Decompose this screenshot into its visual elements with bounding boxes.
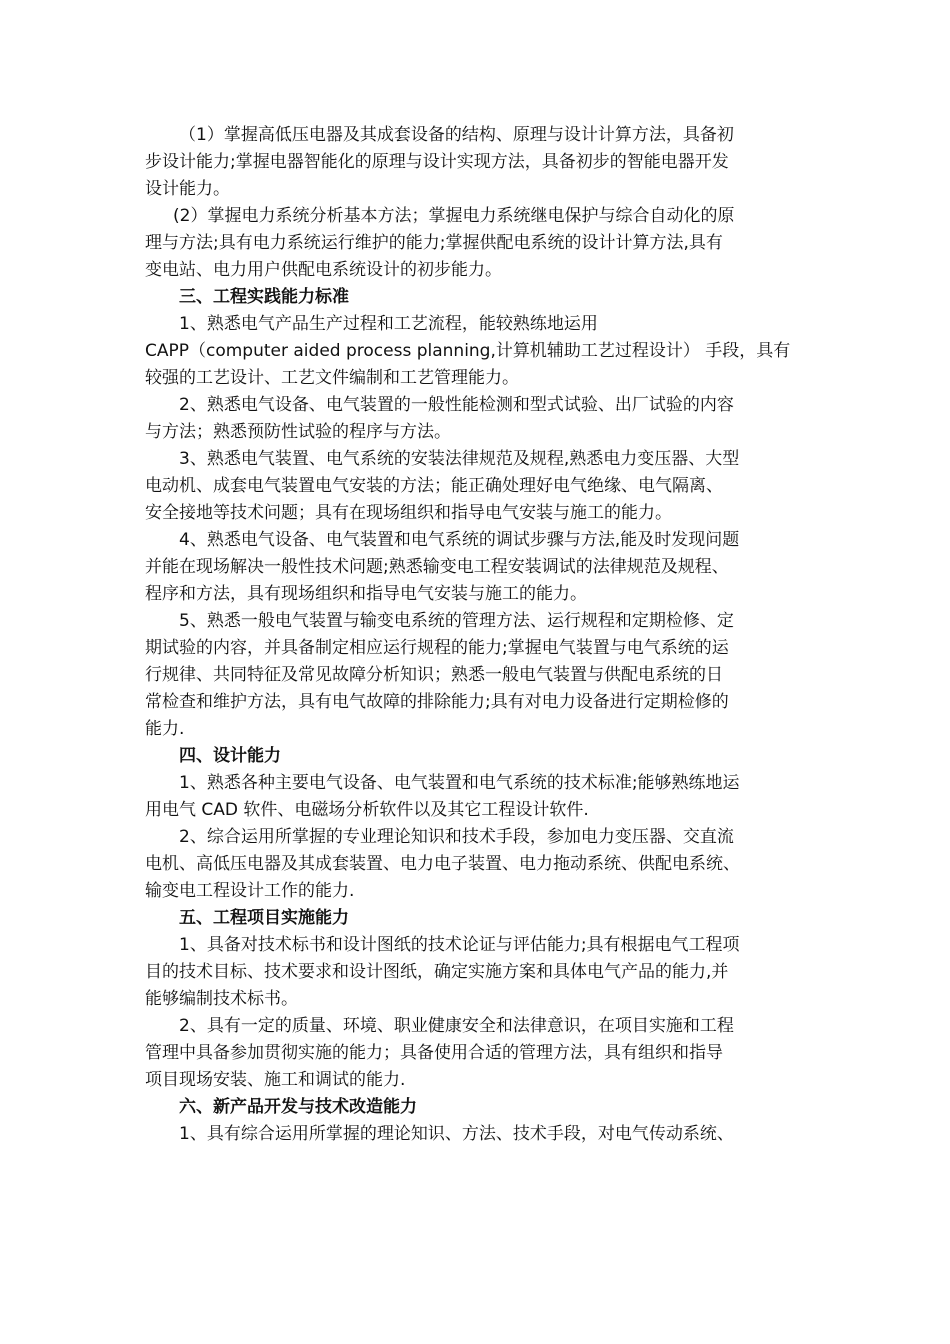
text-line: 行规律、共同特征及常见故障分析知识；熟悉一般电气装置与供配电系统的日 — [145, 665, 723, 685]
text-line: 3、熟悉电气装置、电气系统的安装法律规范及规程,熟悉电力变压器、大型 — [179, 449, 740, 469]
section-5-item-2 — [145, 1013, 810, 1094]
section-3-item-1 — [145, 311, 810, 392]
text-line: 输变电工程设计工作的能力. — [145, 881, 355, 901]
text-line: 安全接地等技术问题；具有在现场组织和指导电气安装与施工的能力。 — [145, 503, 672, 523]
text-line: 与方法；熟悉预防性试验的程序与方法。 — [145, 422, 451, 442]
text-line: 变电站、电力用户供配电系统设计的初步能力。 — [145, 260, 502, 280]
text-line: 理与方法;具有电力系统运行维护的能力;掌握供配电系统的设计计算方法,具有 — [145, 233, 723, 253]
section-heading-6: 六、新产品开发与技术改造能力 — [179, 1097, 417, 1117]
text-line: 步设计能力;掌握电器智能化的原理与设计实现方法，具备初步的智能电器开发 — [145, 152, 729, 172]
section-5-item-1 — [145, 932, 810, 1013]
section-3-item-2 — [145, 392, 810, 446]
text-line: 能够编制技术标书。 — [145, 989, 298, 1009]
text-line: 较强的工艺设计、工艺文件编制和工艺管理能力。 — [145, 368, 519, 388]
text-line: 2、熟悉电气设备、电气装置的一般性能检测和型式试验、出厂试验的内容 — [179, 395, 734, 415]
section-3-item-3 — [145, 446, 810, 527]
text-line: （1）掌握高低压电器及其成套设备的结构、原理与设计计算方法，具备初 — [179, 125, 734, 145]
section-heading-3: 三、工程实践能力标准 — [179, 287, 349, 307]
text-line: 电机、高低压电器及其成套装置、电力电子装置、电力拖动系统、供配电系统、 — [145, 854, 740, 874]
text-line: 并能在现场解决一般性技术问题;熟悉输变电工程安装调试的法律规范及规程、 — [145, 557, 729, 577]
document-body — [145, 122, 810, 1148]
text-line: 4、熟悉电气设备、电气装置和电气系统的调试步骤与方法,能及时发现问题 — [179, 530, 740, 550]
text-line: 程序和方法，具有现场组织和指导电气安装与施工的能力。 — [145, 584, 587, 604]
text-line: 2、综合运用所掌握的专业理论知识和技术手段，参加电力变压器、交直流 — [179, 827, 734, 847]
text-line: 2、具有一定的质量、环境、职业健康安全和法律意识，在项目实施和工程 — [179, 1016, 734, 1036]
text-line: 5、熟悉一般电气装置与输变电系统的管理方法、运行规程和定期检修、定 — [179, 611, 734, 631]
section-3-item-5 — [145, 608, 810, 743]
text-line: 1、具备对技术标书和设计图纸的技术论证与评估能力;具有根据电气工程项 — [179, 935, 740, 955]
text-line: 设计能力。 — [145, 179, 230, 199]
text-line: CAPP（computer aided process planning,计算机辅助工艺过程设计） 手段，具有 — [145, 341, 791, 361]
section-heading-5: 五、工程项目实施能力 — [179, 908, 349, 928]
text-line: 目的技术目标、技术要求和设计图纸，确定实施方案和具体电气产品的能力,并 — [145, 962, 729, 982]
text-line: 常检查和维护方法，具有电气故障的排除能力;具有对电力设备进行定期检修的 — [145, 692, 729, 712]
text-line: 1、具有综合运用所掌握的理论知识、方法、技术手段，对电气传动系统、 — [179, 1124, 734, 1144]
section-6-item-1 — [145, 1121, 810, 1148]
text-line: 用电气 CAD 软件、电磁场分析软件以及其它工程设计软件. — [145, 800, 589, 820]
text-line: (2）掌握电力系统分析基本方法；掌握电力系统继电保护与综合自动化的原 — [173, 206, 735, 226]
text-line: 期试验的内容，并具备制定相应运行规程的能力;掌握电气装置与电气系统的运 — [145, 638, 729, 658]
section-3-item-4 — [145, 527, 810, 608]
paragraph-1 — [145, 122, 810, 203]
section-4-item-1 — [145, 770, 810, 824]
text-line: 电动机、成套电气装置电气安装的方法；能正确处理好电气绝缘、电气隔离、 — [145, 476, 723, 496]
paragraph-2 — [145, 203, 810, 284]
section-heading-4: 四、设计能力 — [179, 746, 281, 766]
text-line: 能力. — [145, 719, 185, 739]
section-4-item-2 — [145, 824, 810, 905]
text-line: 1、熟悉各种主要电气设备、电气装置和电气系统的技术标准;能够熟练地运 — [179, 773, 740, 793]
text-line: 1、熟悉电气产品生产过程和工艺流程，能较熟练地运用 — [179, 314, 598, 334]
text-line: 管理中具备参加贯彻实施的能力；具备使用合适的管理方法，具有组织和指导 — [145, 1043, 723, 1063]
text-line: 项目现场安装、施工和调试的能力. — [145, 1070, 406, 1090]
